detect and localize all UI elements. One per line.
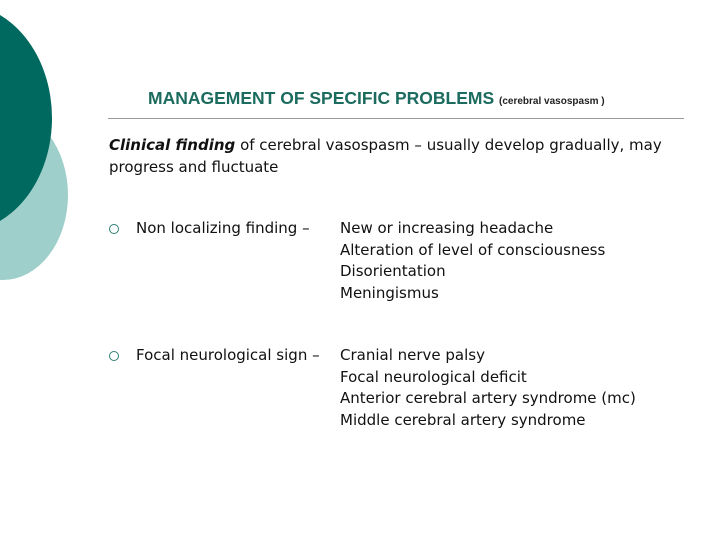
- bullet-item: Cranial nerve palsy: [340, 346, 485, 364]
- bullet-item: Disorientation: [340, 262, 446, 280]
- intro-emphasis: Clinical finding: [109, 136, 236, 154]
- slide-title-subtitle: [499, 96, 605, 107]
- bullet-item: Focal neurological deficit: [340, 367, 527, 386]
- title-divider: [108, 118, 684, 119]
- slide-title: [148, 88, 605, 109]
- bullet-item-list: [340, 218, 605, 304]
- bullet-item: Middle cerebral artery syndrome: [340, 410, 586, 429]
- bullet-item: Meningismus: [340, 283, 439, 302]
- bullet-item-list: [340, 345, 636, 431]
- slide-title-main: MANAGEMENT OF SPECIFIC PROBLEMS: [148, 88, 495, 108]
- bullet-item: Anterior cerebral artery syndrome (mc): [340, 389, 636, 407]
- bullet-label: Non localizing finding –: [136, 219, 310, 237]
- subtitle-close-paren: ): [601, 96, 605, 107]
- intro-paragraph: [109, 134, 689, 178]
- bullet-circle-icon: [109, 351, 119, 361]
- bullet-circle-icon: [109, 224, 119, 234]
- bullet-item: New or increasing headache: [340, 219, 554, 237]
- bullet-label: Focal neurological sign –: [136, 346, 320, 364]
- subtitle-text: cerebral vasospasm: [502, 96, 599, 107]
- intro-text: of cerebral vasospasm – usually develop gradually, may progress and fluctuate: [109, 136, 662, 176]
- subtitle-open-paren: (: [499, 96, 503, 107]
- bullet-item: Alteration of level of consciousness: [340, 240, 606, 259]
